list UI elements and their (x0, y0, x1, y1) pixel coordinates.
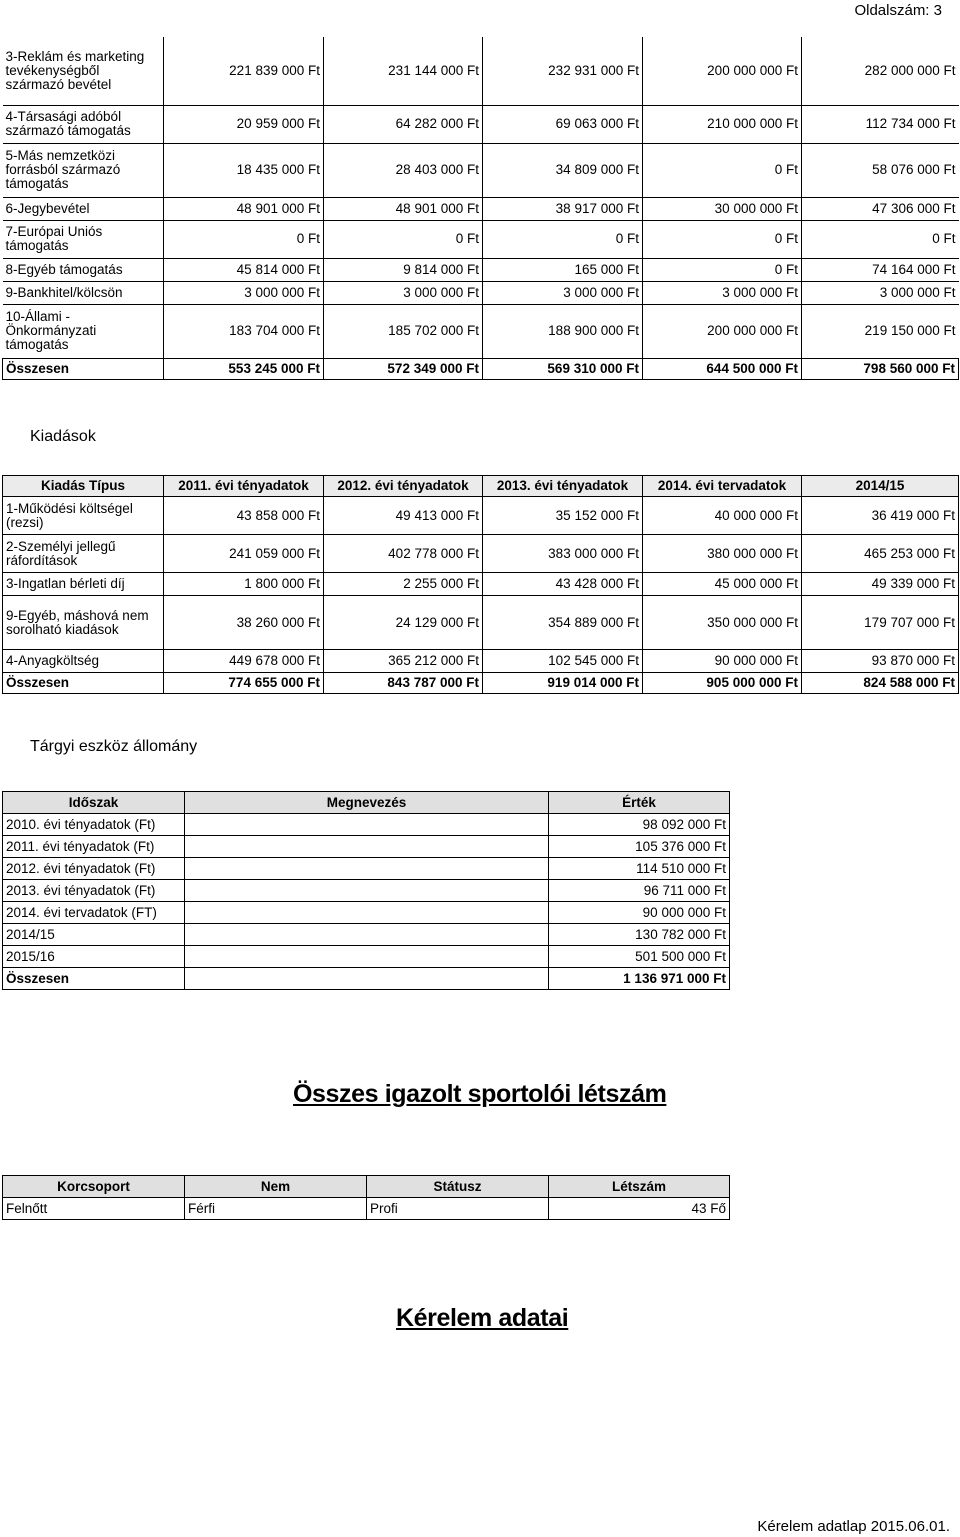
total-row (3, 968, 730, 990)
period-cell: 2015/16 (3, 946, 185, 968)
period-cell: 2014. évi tervadatok (FT) (3, 902, 185, 924)
group-cell: Felnőtt (3, 1198, 185, 1220)
cell-value: 383 000 000 Ft (483, 535, 643, 573)
name-cell (185, 814, 549, 836)
name-cell (185, 902, 549, 924)
value-cell: 96 711 000 Ft (549, 880, 730, 902)
cell-value: 0 Ft (643, 258, 802, 281)
name-cell (185, 968, 549, 990)
column-header: Megnevezés (185, 792, 549, 814)
cell-value: 74 164 000 Ft (802, 258, 959, 281)
status-cell: Profi (367, 1198, 549, 1220)
table-row (3, 1198, 730, 1220)
table-row (3, 650, 959, 673)
cell-value: 0 Ft (802, 220, 959, 258)
value-cell: 105 376 000 Ft (549, 836, 730, 858)
cell-value: 69 063 000 Ft (483, 105, 643, 143)
row-label: 10-Állami - Önkormányzati támogatás (3, 304, 164, 358)
column-header: Időszak (3, 792, 185, 814)
cell-value: 165 000 Ft (483, 258, 643, 281)
cell-value: 572 349 000 Ft (324, 358, 483, 379)
table-row (3, 105, 959, 143)
cell-value: 905 000 000 Ft (643, 673, 802, 694)
period-cell: 2014/15 (3, 924, 185, 946)
cell-value: 210 000 000 Ft (643, 105, 802, 143)
cell-value: 40 000 000 Ft (643, 497, 802, 535)
expenses-heading: Kiadások (30, 428, 96, 445)
period-cell: 2012. évi tényadatok (Ft) (3, 858, 185, 880)
expenses-table (2, 475, 959, 694)
cell-value: 569 310 000 Ft (483, 358, 643, 379)
cell-value: 58 076 000 Ft (802, 143, 959, 197)
column-header: 2013. évi tényadatok (483, 476, 643, 497)
row-label: 3-Reklám és marketing tevékenységből származó bevétel (3, 37, 164, 105)
row-label: Összesen (3, 358, 164, 379)
cell-value: 465 253 000 Ft (802, 535, 959, 573)
table-row (3, 304, 959, 358)
cell-value: 241 059 000 Ft (164, 535, 324, 573)
table-row (3, 281, 959, 304)
row-label: 3-Ingatlan bérleti díj (3, 573, 164, 596)
row-label: 5-Más nemzetközi forrásból származó támogatás (3, 143, 164, 197)
cell-value: 183 704 000 Ft (164, 304, 324, 358)
row-label: 9-Bankhitel/kölcsön (3, 281, 164, 304)
cell-value: 402 778 000 Ft (324, 535, 483, 573)
cell-value: 188 900 000 Ft (483, 304, 643, 358)
cell-value: 0 Ft (483, 220, 643, 258)
column-header: Korcsoport (3, 1176, 185, 1198)
cell-value: 49 413 000 Ft (324, 497, 483, 535)
cell-value: 798 560 000 Ft (802, 358, 959, 379)
row-label: 4-Társasági adóból származó támogatás (3, 105, 164, 143)
column-header: Nem (185, 1176, 367, 1198)
table-row (3, 946, 730, 968)
cell-value: 34 809 000 Ft (483, 143, 643, 197)
table-row (3, 497, 959, 535)
row-label: Összesen (3, 673, 164, 694)
name-cell (185, 858, 549, 880)
income-table (2, 37, 959, 380)
cell-value: 0 Ft (643, 220, 802, 258)
total-row (3, 673, 959, 694)
cell-value: 45 814 000 Ft (164, 258, 324, 281)
assets-table (2, 791, 730, 990)
cell-value: 43 428 000 Ft (483, 573, 643, 596)
cell-value: 3 000 000 Ft (643, 281, 802, 304)
cell-value: 30 000 000 Ft (643, 197, 802, 220)
value-cell: 98 092 000 Ft (549, 814, 730, 836)
cell-value: 24 129 000 Ft (324, 596, 483, 650)
cell-value: 90 000 000 Ft (643, 650, 802, 673)
cell-value: 38 260 000 Ft (164, 596, 324, 650)
cell-value: 48 901 000 Ft (164, 197, 324, 220)
cell-value: 1 800 000 Ft (164, 573, 324, 596)
cell-value: 919 014 000 Ft (483, 673, 643, 694)
table-row (3, 858, 730, 880)
table-row (3, 37, 959, 105)
row-label: 8-Egyéb támogatás (3, 258, 164, 281)
cell-value: 232 931 000 Ft (483, 37, 643, 105)
period-cell: 2010. évi tényadatok (Ft) (3, 814, 185, 836)
value-cell: 90 000 000 Ft (549, 902, 730, 924)
cell-value: 18 435 000 Ft (164, 143, 324, 197)
sport-heading: Összes igazolt sportolói létszám (293, 1080, 667, 1108)
cell-value: 38 917 000 Ft (483, 197, 643, 220)
cell-value: 0 Ft (324, 220, 483, 258)
row-label: 7-Európai Uniós támogatás (3, 220, 164, 258)
column-header: 2012. évi tényadatok (324, 476, 483, 497)
table-row (3, 258, 959, 281)
cell-value: 354 889 000 Ft (483, 596, 643, 650)
row-label: 9-Egyéb, máshová nem sorolható kiadások (3, 596, 164, 650)
table-row (3, 220, 959, 258)
cell-value: 380 000 000 Ft (643, 535, 802, 573)
cell-value: 45 000 000 Ft (643, 573, 802, 596)
cell-value: 644 500 000 Ft (643, 358, 802, 379)
request-heading: Kérelem adatai (396, 1304, 569, 1332)
table-row (3, 814, 730, 836)
cell-value: 35 152 000 Ft (483, 497, 643, 535)
cell-value: 3 000 000 Ft (324, 281, 483, 304)
value-cell: 1 136 971 000 Ft (549, 968, 730, 990)
cell-value: 3 000 000 Ft (802, 281, 959, 304)
cell-value: 774 655 000 Ft (164, 673, 324, 694)
cell-value: 3 000 000 Ft (164, 281, 324, 304)
table-row (3, 143, 959, 197)
count-cell: 43 Fő (549, 1198, 730, 1220)
name-cell (185, 946, 549, 968)
table-row (3, 535, 959, 573)
value-cell: 130 782 000 Ft (549, 924, 730, 946)
table-header-row (3, 476, 959, 497)
column-header: Létszám (549, 1176, 730, 1198)
cell-value: 449 678 000 Ft (164, 650, 324, 673)
cell-value: 200 000 000 Ft (643, 37, 802, 105)
column-header: 2014. évi tervadatok (643, 476, 802, 497)
cell-value: 49 339 000 Ft (802, 573, 959, 596)
row-label: 4-Anyagköltség (3, 650, 164, 673)
column-header: Kiadás Típus (3, 476, 164, 497)
cell-value: 843 787 000 Ft (324, 673, 483, 694)
cell-value: 48 901 000 Ft (324, 197, 483, 220)
table-row (3, 596, 959, 650)
value-cell: 501 500 000 Ft (549, 946, 730, 968)
table-row (3, 902, 730, 924)
row-label: 2-Személyi jellegű ráfordítások (3, 535, 164, 573)
cell-value: 219 150 000 Ft (802, 304, 959, 358)
value-cell: 114 510 000 Ft (549, 858, 730, 880)
name-cell (185, 880, 549, 902)
page-number: Oldalszám: 3 (854, 2, 942, 19)
table-row (3, 573, 959, 596)
cell-value: 93 870 000 Ft (802, 650, 959, 673)
column-header: 2011. évi tényadatok (164, 476, 324, 497)
cell-value: 365 212 000 Ft (324, 650, 483, 673)
cell-value: 36 419 000 Ft (802, 497, 959, 535)
cell-value: 282 000 000 Ft (802, 37, 959, 105)
cell-value: 200 000 000 Ft (643, 304, 802, 358)
column-header: Érték (549, 792, 730, 814)
cell-value: 0 Ft (643, 143, 802, 197)
footer-text: Kérelem adatlap 2015.06.01. (757, 1518, 950, 1535)
cell-value: 43 858 000 Ft (164, 497, 324, 535)
cell-value: 112 734 000 Ft (802, 105, 959, 143)
period-cell: Összesen (3, 968, 185, 990)
cell-value: 231 144 000 Ft (324, 37, 483, 105)
table-row (3, 197, 959, 220)
column-header: 2014/15 (802, 476, 959, 497)
cell-value: 2 255 000 Ft (324, 573, 483, 596)
table-row (3, 836, 730, 858)
cell-value: 221 839 000 Ft (164, 37, 324, 105)
cell-value: 0 Ft (164, 220, 324, 258)
cell-value: 553 245 000 Ft (164, 358, 324, 379)
total-row (3, 358, 959, 379)
cell-value: 824 588 000 Ft (802, 673, 959, 694)
table-header-row (3, 1176, 730, 1198)
row-label: 1-Működési költségel (rezsi) (3, 497, 164, 535)
period-cell: 2013. évi tényadatok (Ft) (3, 880, 185, 902)
gender-cell: Férfi (185, 1198, 367, 1220)
name-cell (185, 836, 549, 858)
row-label: 6-Jegybevétel (3, 197, 164, 220)
cell-value: 64 282 000 Ft (324, 105, 483, 143)
column-header: Státusz (367, 1176, 549, 1198)
cell-value: 28 403 000 Ft (324, 143, 483, 197)
name-cell (185, 924, 549, 946)
period-cell: 2011. évi tényadatok (Ft) (3, 836, 185, 858)
cell-value: 9 814 000 Ft (324, 258, 483, 281)
cell-value: 20 959 000 Ft (164, 105, 324, 143)
table-header-row (3, 792, 730, 814)
cell-value: 185 702 000 Ft (324, 304, 483, 358)
sport-table (2, 1175, 730, 1220)
table-row (3, 924, 730, 946)
cell-value: 3 000 000 Ft (483, 281, 643, 304)
cell-value: 102 545 000 Ft (483, 650, 643, 673)
cell-value: 47 306 000 Ft (802, 197, 959, 220)
table-row (3, 880, 730, 902)
cell-value: 350 000 000 Ft (643, 596, 802, 650)
cell-value: 179 707 000 Ft (802, 596, 959, 650)
assets-heading: Tárgyi eszköz állomány (30, 738, 198, 755)
